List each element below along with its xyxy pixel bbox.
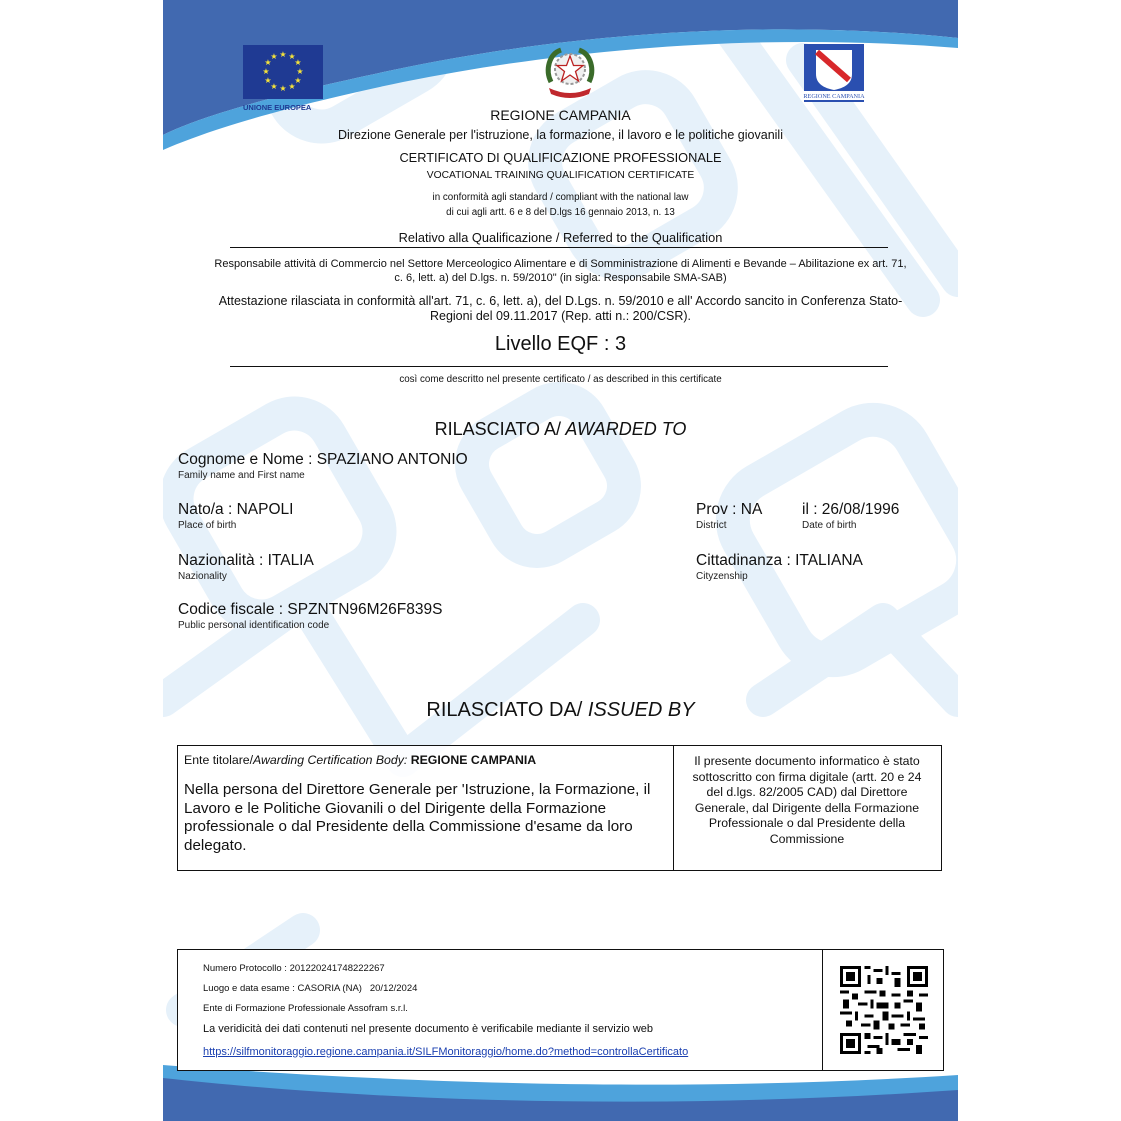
awarding-body-label-it: Ente titolare/ xyxy=(184,753,254,767)
eu-logo-caption: UNIONE EUROPEA xyxy=(243,103,312,112)
field-birthdate-sub: Date of birth xyxy=(802,520,857,531)
field-name-sub: Family name and First name xyxy=(178,470,305,481)
italian-republic-emblem xyxy=(543,44,597,100)
issued-by-heading-it: RILASCIATO DA/ xyxy=(426,699,583,721)
svg-text:★: ★ xyxy=(279,84,287,93)
field-nationality-value: Nazionalità : ITALIA xyxy=(178,552,314,569)
svg-text:★: ★ xyxy=(294,76,302,85)
attestation-line-2: Regioni del 09.11.2017 (Rep. atti n.: 200/CSR). xyxy=(429,309,692,323)
awarded-to-heading-it: RILASCIATO A/ xyxy=(434,419,562,439)
qualification-name-line-2: c. 6, lett. a) del D.lgs. n. 59/2010" (in sigla: Responsabile SMA-SAB) xyxy=(394,272,727,284)
awarding-body-name: REGIONE CAMPANIA xyxy=(407,753,537,767)
issuer-box xyxy=(177,745,942,871)
field-name-value: Cognome e Nome : SPAZIANO ANTONIO xyxy=(178,451,468,468)
region-title: REGIONE CAMPANIA xyxy=(490,107,631,123)
campania-logo-caption: REGIONE CAMPANIA xyxy=(803,93,865,100)
field-birthdate xyxy=(802,501,899,531)
field-tax-code-sub: Public personal identification code xyxy=(178,620,330,631)
awarding-body-line xyxy=(184,753,667,767)
verify-link[interactable]: https://silfmonitoraggio.regione.campania.it/SILFMonitoraggio/home.do?method=controllaCertificato xyxy=(203,1046,689,1058)
svg-text:★: ★ xyxy=(288,82,296,91)
protocol-number: Numero Protocollo : 201220241748222267 xyxy=(203,963,385,974)
field-birthplace-value: Nato/a : NAPOLI xyxy=(178,501,294,518)
campania-logo xyxy=(800,44,868,104)
eqf-level: Livello EQF : 3 xyxy=(494,333,627,355)
divider-top xyxy=(230,247,888,248)
certificate-page xyxy=(163,0,958,1121)
described-note: così come descritto nel presente certificato / as described in this certificate xyxy=(399,374,722,385)
delegate-text: Nella persona del Direttore Generale per 'Istruzione, la Formazione, il Lavoro e le Politiche Giovanili o del Dirigente della Formazione professionale o dal Presidente della Commissione d'esame da loro delegato. xyxy=(184,781,651,854)
awarding-body-label-en: Awarding Certification Body: xyxy=(253,753,408,767)
training-body: Ente di Formazione Professionale Assofram s.r.l. xyxy=(203,1003,408,1014)
qr-code-icon[interactable] xyxy=(840,966,928,1054)
qualification-heading: Relativo alla Qualificazione / Referred to the Qualification xyxy=(398,230,723,245)
field-citizenship xyxy=(696,552,863,582)
field-tax-code xyxy=(178,601,442,631)
field-citizenship-sub: Cityzenship xyxy=(696,571,748,582)
svg-text:★: ★ xyxy=(264,76,272,85)
field-province xyxy=(696,501,762,531)
qualification-name-line-1: Responsabile attività di Commercio nel Settore Merceologico Alimentare e di Somministrazione di Alimenti e Bevande – Abilitazione ex art. 71, xyxy=(214,258,907,270)
directorate: Direzione Generale per l'istruzione, la formazione, il lavoro e le politiche giovanili xyxy=(338,128,783,142)
svg-text:★: ★ xyxy=(279,50,287,59)
italian-republic-emblem-icon xyxy=(543,44,597,100)
verification-box xyxy=(177,949,944,1071)
eu-flag-icon xyxy=(243,45,323,99)
field-province-sub: District xyxy=(696,520,727,531)
field-birthplace-sub: Place of birth xyxy=(178,520,237,531)
field-tax-code-value: Codice fiscale : SPZNTN96M26F839S xyxy=(178,601,443,618)
svg-text:★: ★ xyxy=(264,58,272,67)
attestation-line-1: Attestazione rilasciata in conformità all'art. 71, c. 6, lett. a), del D.Lgs. n. 59/2010 e all' Accordo sancito in Conferenza Stato- xyxy=(218,294,903,308)
verify-note: La veridicità dei dati contenuti nel presente documento è verificabile mediante il servizio web xyxy=(203,1023,654,1035)
verification-details xyxy=(178,950,823,1070)
exam-place-date: Luogo e data esame : CASORIA (NA) 20/12/2024 xyxy=(203,983,418,994)
compliance-line-1: in conformità agli standard / compliant with the national law xyxy=(432,192,689,203)
field-birthdate-value: il : 26/08/1996 xyxy=(802,501,900,518)
campania-crest-icon xyxy=(800,44,868,102)
svg-text:★: ★ xyxy=(270,82,278,91)
awarded-to-heading-en: AWARDED TO xyxy=(561,419,687,439)
svg-text:★: ★ xyxy=(294,58,302,67)
certificate-title-it: CERTIFICATO DI QUALIFICAZIONE PROFESSIONALE xyxy=(399,150,722,165)
issuer-left-cell xyxy=(178,746,674,870)
field-nationality xyxy=(178,552,314,582)
awarded-to-heading xyxy=(163,419,958,440)
svg-text:★: ★ xyxy=(270,52,278,61)
field-name xyxy=(178,451,468,481)
svg-text:★: ★ xyxy=(288,52,296,61)
issued-by-heading-en: ISSUED BY xyxy=(582,699,695,721)
field-birthplace xyxy=(178,501,293,531)
field-province-value: Prov : NA xyxy=(696,501,763,518)
compliance-line-2: di cui agli artt. 6 e 8 del D.lgs 16 gennaio 2013, n. 13 xyxy=(446,207,675,218)
certificate-title-en: VOCATIONAL TRAINING QUALIFICATION CERTIFICATE xyxy=(426,170,695,181)
field-citizenship-value: Cittadinanza : ITALIANA xyxy=(696,552,863,569)
divider-eqf xyxy=(230,366,888,367)
issued-by-heading xyxy=(163,699,958,722)
eu-logo xyxy=(243,45,323,112)
field-nationality-sub: Nazionality xyxy=(178,571,227,582)
svg-text:★: ★ xyxy=(296,67,304,76)
signature-note: Il presente documento informatico è stato sottoscritto con firma digitale (artt. 20 e 24 del d.lgs. 82/2005 CAD) dal Direttore Generale, dal Dirigente della Formazione Professionale o dal Presidente della Commissione xyxy=(692,754,922,846)
svg-text:★: ★ xyxy=(262,67,270,76)
